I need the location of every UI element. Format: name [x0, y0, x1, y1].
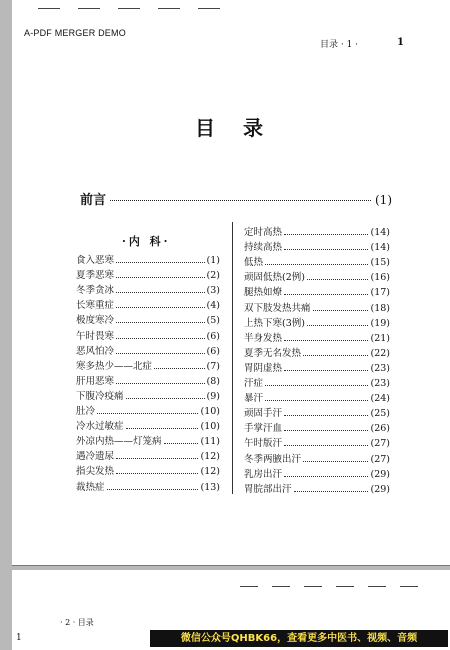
toc-entry[interactable]	[76, 357, 220, 372]
toc-entry[interactable]	[244, 223, 390, 238]
toc-entry-title: 汗症	[244, 378, 264, 390]
toc-entry-page: (26)	[370, 423, 390, 435]
leader-dots	[307, 325, 369, 326]
toc-entry-title: 低热	[244, 257, 264, 269]
leader-dots	[307, 279, 369, 280]
toc-entry-title: 腿热如燎	[244, 287, 283, 299]
toc-entry-title: 冷水过敏症	[76, 421, 124, 433]
leader-dots	[284, 294, 368, 295]
toc-entry-page: (19)	[370, 317, 390, 329]
toc-entry-title: 肝用恶寒	[76, 375, 115, 387]
leader-dots	[303, 355, 368, 356]
leader-dots	[116, 353, 205, 354]
toc-entry[interactable]	[76, 462, 220, 477]
toc-entry-page: (15)	[370, 257, 390, 269]
toc-entry-page: (25)	[370, 408, 390, 420]
toc-entry-page: (6)	[206, 345, 220, 357]
toc-entry[interactable]	[76, 447, 220, 462]
toc-entry-page: (13)	[200, 481, 220, 493]
toc-entry-page: (3)	[206, 285, 220, 297]
leader-dots	[116, 322, 205, 323]
leader-dots	[313, 310, 369, 311]
toc-entry[interactable]	[244, 419, 390, 434]
toc-entry-title: 双下肢发热共痛	[244, 302, 311, 314]
toc-entry-title: 冬季贪冰	[76, 285, 115, 297]
toc-entry[interactable]	[244, 344, 390, 359]
page2-mark: 1	[16, 633, 22, 643]
column-divider	[232, 222, 233, 494]
toc-entry[interactable]	[76, 266, 220, 281]
toc-entry-title: 夏季恶寒	[76, 270, 115, 282]
promo-banner: 微信公众号QHBK66，查看更多中医书、视频、音频	[150, 630, 448, 647]
toc-entry-title: 肚冷	[76, 406, 96, 418]
leader-dots	[294, 491, 369, 492]
scan-dash	[198, 8, 220, 9]
toc-entry[interactable]	[244, 238, 390, 253]
scan-dash	[240, 586, 258, 587]
leader-dots	[116, 277, 205, 278]
toc-entry-page: (29)	[370, 483, 390, 495]
leader-dots	[126, 398, 205, 399]
leader-dots	[107, 489, 199, 490]
toc-entry-page: (6)	[206, 330, 220, 342]
toc-entry-page: (27)	[370, 438, 390, 450]
toc-entry-page: (16)	[370, 272, 390, 284]
toc-entry-title: 寒多热少——北症	[76, 360, 153, 372]
toc-entry-page: (1)	[206, 255, 220, 267]
toc-entry-page: (23)	[370, 362, 390, 374]
toc-entry-page: (14)	[370, 227, 390, 239]
toc-entry-page: (17)	[370, 287, 390, 299]
toc-entry-title: 指尖发热	[76, 466, 115, 478]
leader-dots	[164, 443, 199, 444]
toc-entry-title: 半身发热	[244, 332, 283, 344]
toc-entry-title: 午时畏寒	[76, 330, 115, 342]
leader-dots	[284, 370, 368, 371]
toc-entry-title: 暴汗	[244, 393, 264, 405]
leader-dots	[116, 458, 198, 459]
toc-entry-page: (29)	[370, 468, 390, 480]
toc-entry[interactable]	[244, 374, 390, 389]
scan-dash	[368, 586, 386, 587]
toc-entry-page: (21)	[370, 332, 390, 344]
toc-entry-page: (5)	[206, 315, 220, 327]
toc-entry[interactable]	[244, 329, 390, 344]
toc-entry-title: 下腹冷疫痛	[76, 390, 124, 402]
page-title: 目录	[195, 116, 291, 140]
scan-dash	[304, 586, 322, 587]
toc-entry-title: 午时版汗	[244, 438, 283, 450]
leader-dots	[284, 249, 368, 250]
scan-dash	[400, 586, 418, 587]
leader-dots	[284, 430, 368, 431]
toc-entry[interactable]	[244, 434, 390, 449]
watermark-label: A-PDF MERGER DEMO	[24, 28, 126, 38]
page2-header: · 2 · 目录	[60, 618, 94, 627]
toc-entry-title: 上热下寒(3例)	[244, 317, 305, 329]
preface-entry[interactable]	[80, 189, 392, 208]
toc-entry-page: (9)	[206, 390, 220, 402]
toc-entry[interactable]	[76, 372, 220, 387]
toc-entry-title: 恶风怕冷	[76, 345, 115, 357]
leader-dots	[284, 445, 368, 446]
toc-entry[interactable]	[244, 298, 390, 313]
leader-dots	[116, 262, 205, 263]
leader-dots	[284, 340, 368, 341]
toc-entry-title: 夏季无名发热	[244, 347, 302, 359]
scan-dash	[158, 8, 180, 9]
leader-dots	[284, 476, 368, 477]
section-heading: ·内 科·	[122, 235, 171, 248]
toc-entry-page: (11)	[200, 436, 220, 448]
scan-dash	[118, 8, 140, 9]
leader-dots	[126, 428, 199, 429]
toc-entry[interactable]	[244, 314, 390, 329]
toc-entry[interactable]	[244, 389, 390, 404]
toc-entry[interactable]	[76, 326, 220, 341]
leader-dots	[265, 264, 368, 265]
toc-entry[interactable]	[76, 387, 220, 402]
preface-page: (1)	[375, 193, 392, 207]
leader-dots	[303, 461, 368, 462]
toc-entry-page: (10)	[200, 421, 220, 433]
header-mark: 1	[397, 37, 404, 48]
toc-entry-title: 长寒重症	[76, 300, 115, 312]
toc-entry-title: 食入恶寒	[76, 255, 115, 267]
toc-entry-page: (24)	[370, 393, 390, 405]
scan-dash	[78, 8, 100, 9]
toc-entry[interactable]	[244, 404, 390, 419]
toc-entry-page: (2)	[206, 270, 220, 282]
leader-dots	[265, 400, 368, 401]
toc-entry[interactable]	[244, 480, 390, 495]
leader-dots	[116, 307, 205, 308]
toc-entry[interactable]	[76, 281, 220, 296]
toc-entry-page: (4)	[206, 300, 220, 312]
scan-dash	[336, 586, 354, 587]
toc-entry-title: 胃阴虚热	[244, 362, 283, 374]
toc-entry-page: (12)	[200, 451, 220, 463]
toc-entry-page: (18)	[370, 302, 390, 314]
toc-entry-title: 手掌汗血	[244, 423, 283, 435]
toc-entry[interactable]	[76, 311, 220, 326]
leader-dots	[116, 473, 198, 474]
preface-label: 前言	[80, 193, 107, 208]
toc-entry[interactable]	[76, 402, 220, 417]
toc-entry-page: (12)	[200, 466, 220, 478]
toc-right-column	[244, 223, 390, 495]
toc-entry-title: 裁热症	[76, 481, 105, 493]
leader-dots	[116, 338, 205, 339]
running-header: 目录 · 1 ·	[320, 40, 359, 50]
toc-entry[interactable]	[244, 449, 390, 464]
toc-entry-page: (23)	[370, 378, 390, 390]
toc-entry-page: (14)	[370, 242, 390, 254]
scan-dash	[272, 586, 290, 587]
toc-entry-title: 胃脘部出汗	[244, 483, 292, 495]
leader-dots	[116, 383, 205, 384]
leader-dots	[154, 368, 205, 369]
toc-entry[interactable]	[76, 296, 220, 311]
leader-dots	[116, 292, 205, 293]
toc-entry-title: 顽固低热(2例)	[244, 272, 305, 284]
toc-entry-page: (27)	[370, 453, 390, 465]
leader-dots	[97, 413, 198, 414]
toc-entry-title: 顽固手汗	[244, 408, 283, 420]
toc-entry-page: (8)	[206, 375, 220, 387]
toc-entry[interactable]	[244, 359, 390, 374]
toc-entry-title: 定时高热	[244, 227, 283, 239]
toc-left-column	[76, 251, 220, 493]
toc-entry-page: (10)	[200, 406, 220, 418]
toc-entry-page: (22)	[370, 347, 390, 359]
leader-dots	[284, 234, 368, 235]
toc-entry-title: 冬季两腋出汗	[244, 453, 302, 465]
toc-entry-title: 持续高热	[244, 242, 283, 254]
toc-entry-title: 乳房出汗	[244, 468, 283, 480]
toc-entry[interactable]	[76, 432, 220, 447]
leader-dots	[265, 385, 368, 386]
toc-entry[interactable]	[76, 251, 220, 266]
toc-entry-title: 遇冷遗尿	[76, 451, 115, 463]
toc-entry[interactable]	[76, 342, 220, 357]
toc-entry[interactable]	[244, 253, 390, 268]
leader-dots	[284, 415, 368, 416]
toc-entry[interactable]	[76, 417, 220, 432]
leader-dots	[110, 200, 371, 201]
toc-entry[interactable]	[76, 477, 220, 492]
toc-entry[interactable]	[244, 268, 390, 283]
scan-dash	[38, 8, 60, 9]
toc-entry[interactable]	[244, 465, 390, 480]
toc-entry-title: 极度寒冷	[76, 315, 115, 327]
toc-entry-page: (7)	[206, 360, 220, 372]
toc-entry[interactable]	[244, 283, 390, 298]
toc-entry-title: 外凉内热——灯笼病	[76, 436, 162, 448]
